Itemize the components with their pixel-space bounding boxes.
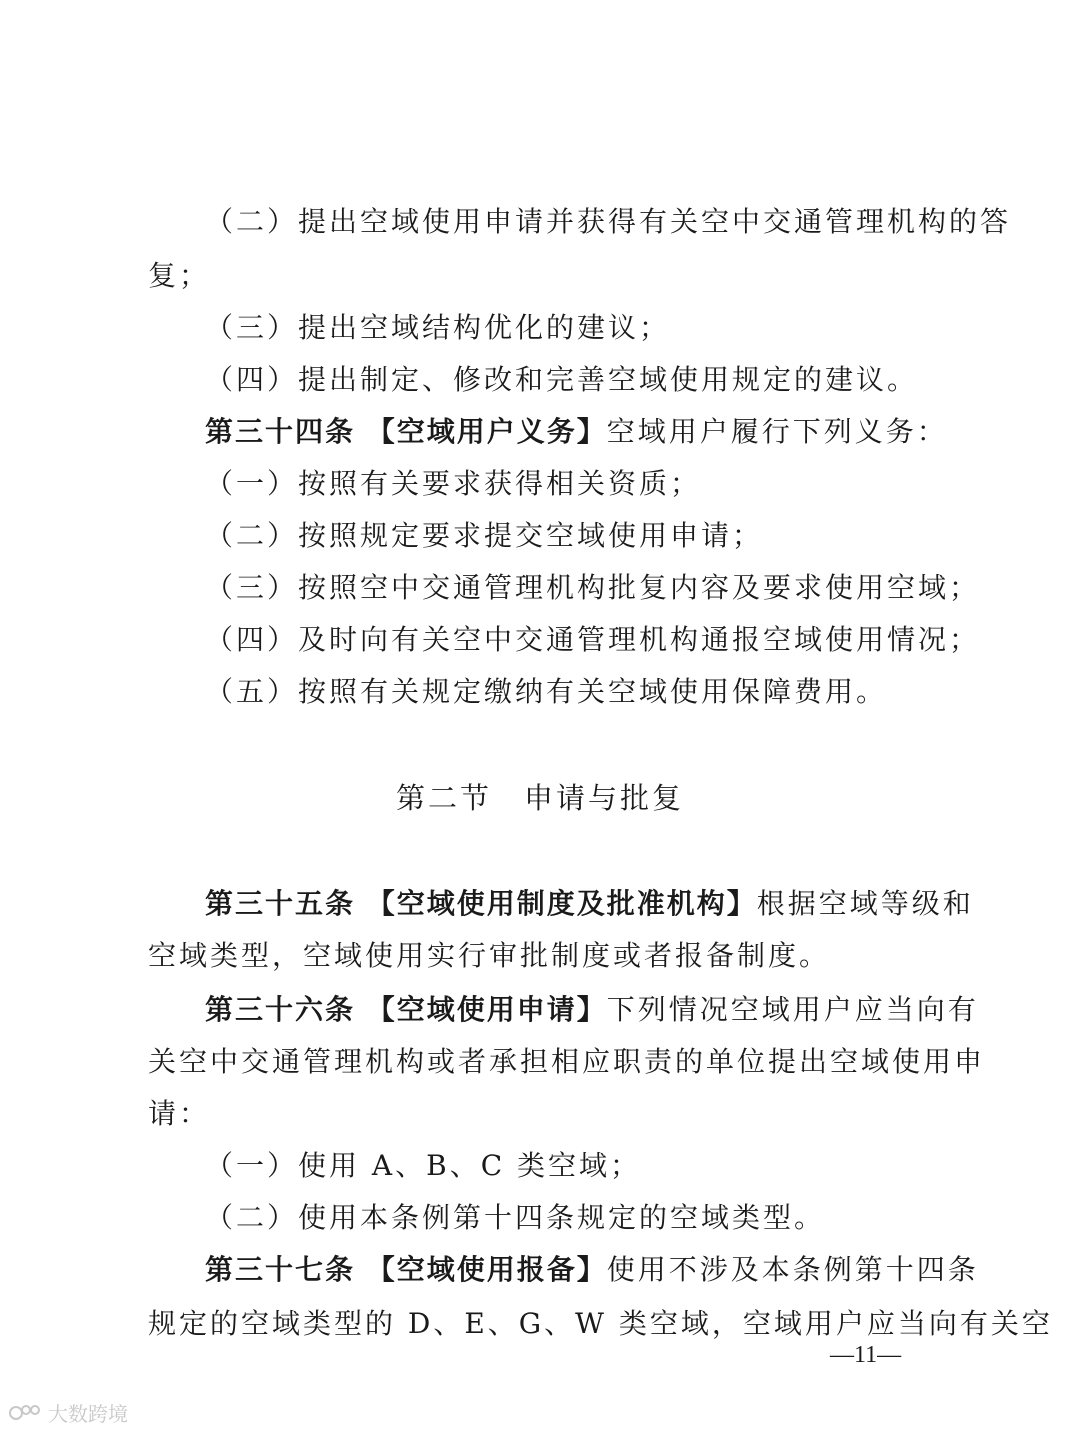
article-title: 第三十五条 【空域使用制度及批准机构】 bbox=[205, 887, 757, 920]
paragraph-line: （五）按照有关规定缴纳有关空域使用保障费用。 bbox=[205, 675, 888, 708]
watermark-logo-icon bbox=[8, 1402, 42, 1424]
paragraph-line: 复； bbox=[148, 259, 211, 292]
paragraph-line: （一）使用 A、B、C 类空域； bbox=[205, 1149, 642, 1182]
article-title: 第三十六条 【空域使用申请】 bbox=[205, 993, 607, 1026]
paragraph-line: （三）按照空中交通管理机构批复内容及要求使用空域； bbox=[205, 571, 981, 604]
watermark bbox=[8, 1398, 128, 1427]
paragraph-line: 空域类型，空域使用实行审批制度或者报备制度。 bbox=[148, 939, 831, 972]
article-35-line: 第三十五条 【空域使用制度及批准机构】根据空域等级和 bbox=[205, 887, 974, 920]
article-title: 第三十七条 【空域使用报备】 bbox=[205, 1253, 607, 1286]
paragraph-line: 请： bbox=[148, 1097, 211, 1130]
article-title: 第三十四条 【空域用户义务】 bbox=[205, 415, 607, 448]
paragraph-line: （二）提出空域使用申请并获得有关空中交通管理机构的答 bbox=[205, 205, 1012, 238]
article-37-line: 第三十七条 【空域使用报备】使用不涉及本条例第十四条 bbox=[205, 1253, 979, 1286]
paragraph-line: （四）及时向有关空中交通管理机构通报空域使用情况； bbox=[205, 623, 981, 656]
article-34-line: 第三十四条 【空域用户义务】空域用户履行下列义务： bbox=[205, 415, 948, 448]
watermark-text: 大数跨境 bbox=[48, 1402, 128, 1426]
paragraph-line: （一）按照有关要求获得相关资质； bbox=[205, 467, 702, 500]
page-number: —11— bbox=[830, 1342, 902, 1368]
paragraph-line: （二）按照规定要求提交空域使用申请； bbox=[205, 519, 764, 552]
paragraph-line: 关空中交通管理机构或者承担相应职责的单位提出空域使用申 bbox=[148, 1045, 986, 1078]
paragraph-line: （二）使用本条例第十四条规定的空域类型。 bbox=[205, 1201, 826, 1234]
paragraph-line: （四）提出制定、修改和完善空域使用规定的建议。 bbox=[205, 363, 919, 396]
section-heading: 第二节 申请与批复 bbox=[395, 781, 684, 815]
paragraph-line: 规定的空域类型的 D、E、G、W 类空域，空域用户应当向有关空 bbox=[148, 1307, 1053, 1340]
paragraph-line: （三）提出空域结构优化的建议； bbox=[205, 311, 671, 344]
article-36-line: 第三十六条 【空域使用申请】下列情况空域用户应当向有 bbox=[205, 993, 979, 1026]
